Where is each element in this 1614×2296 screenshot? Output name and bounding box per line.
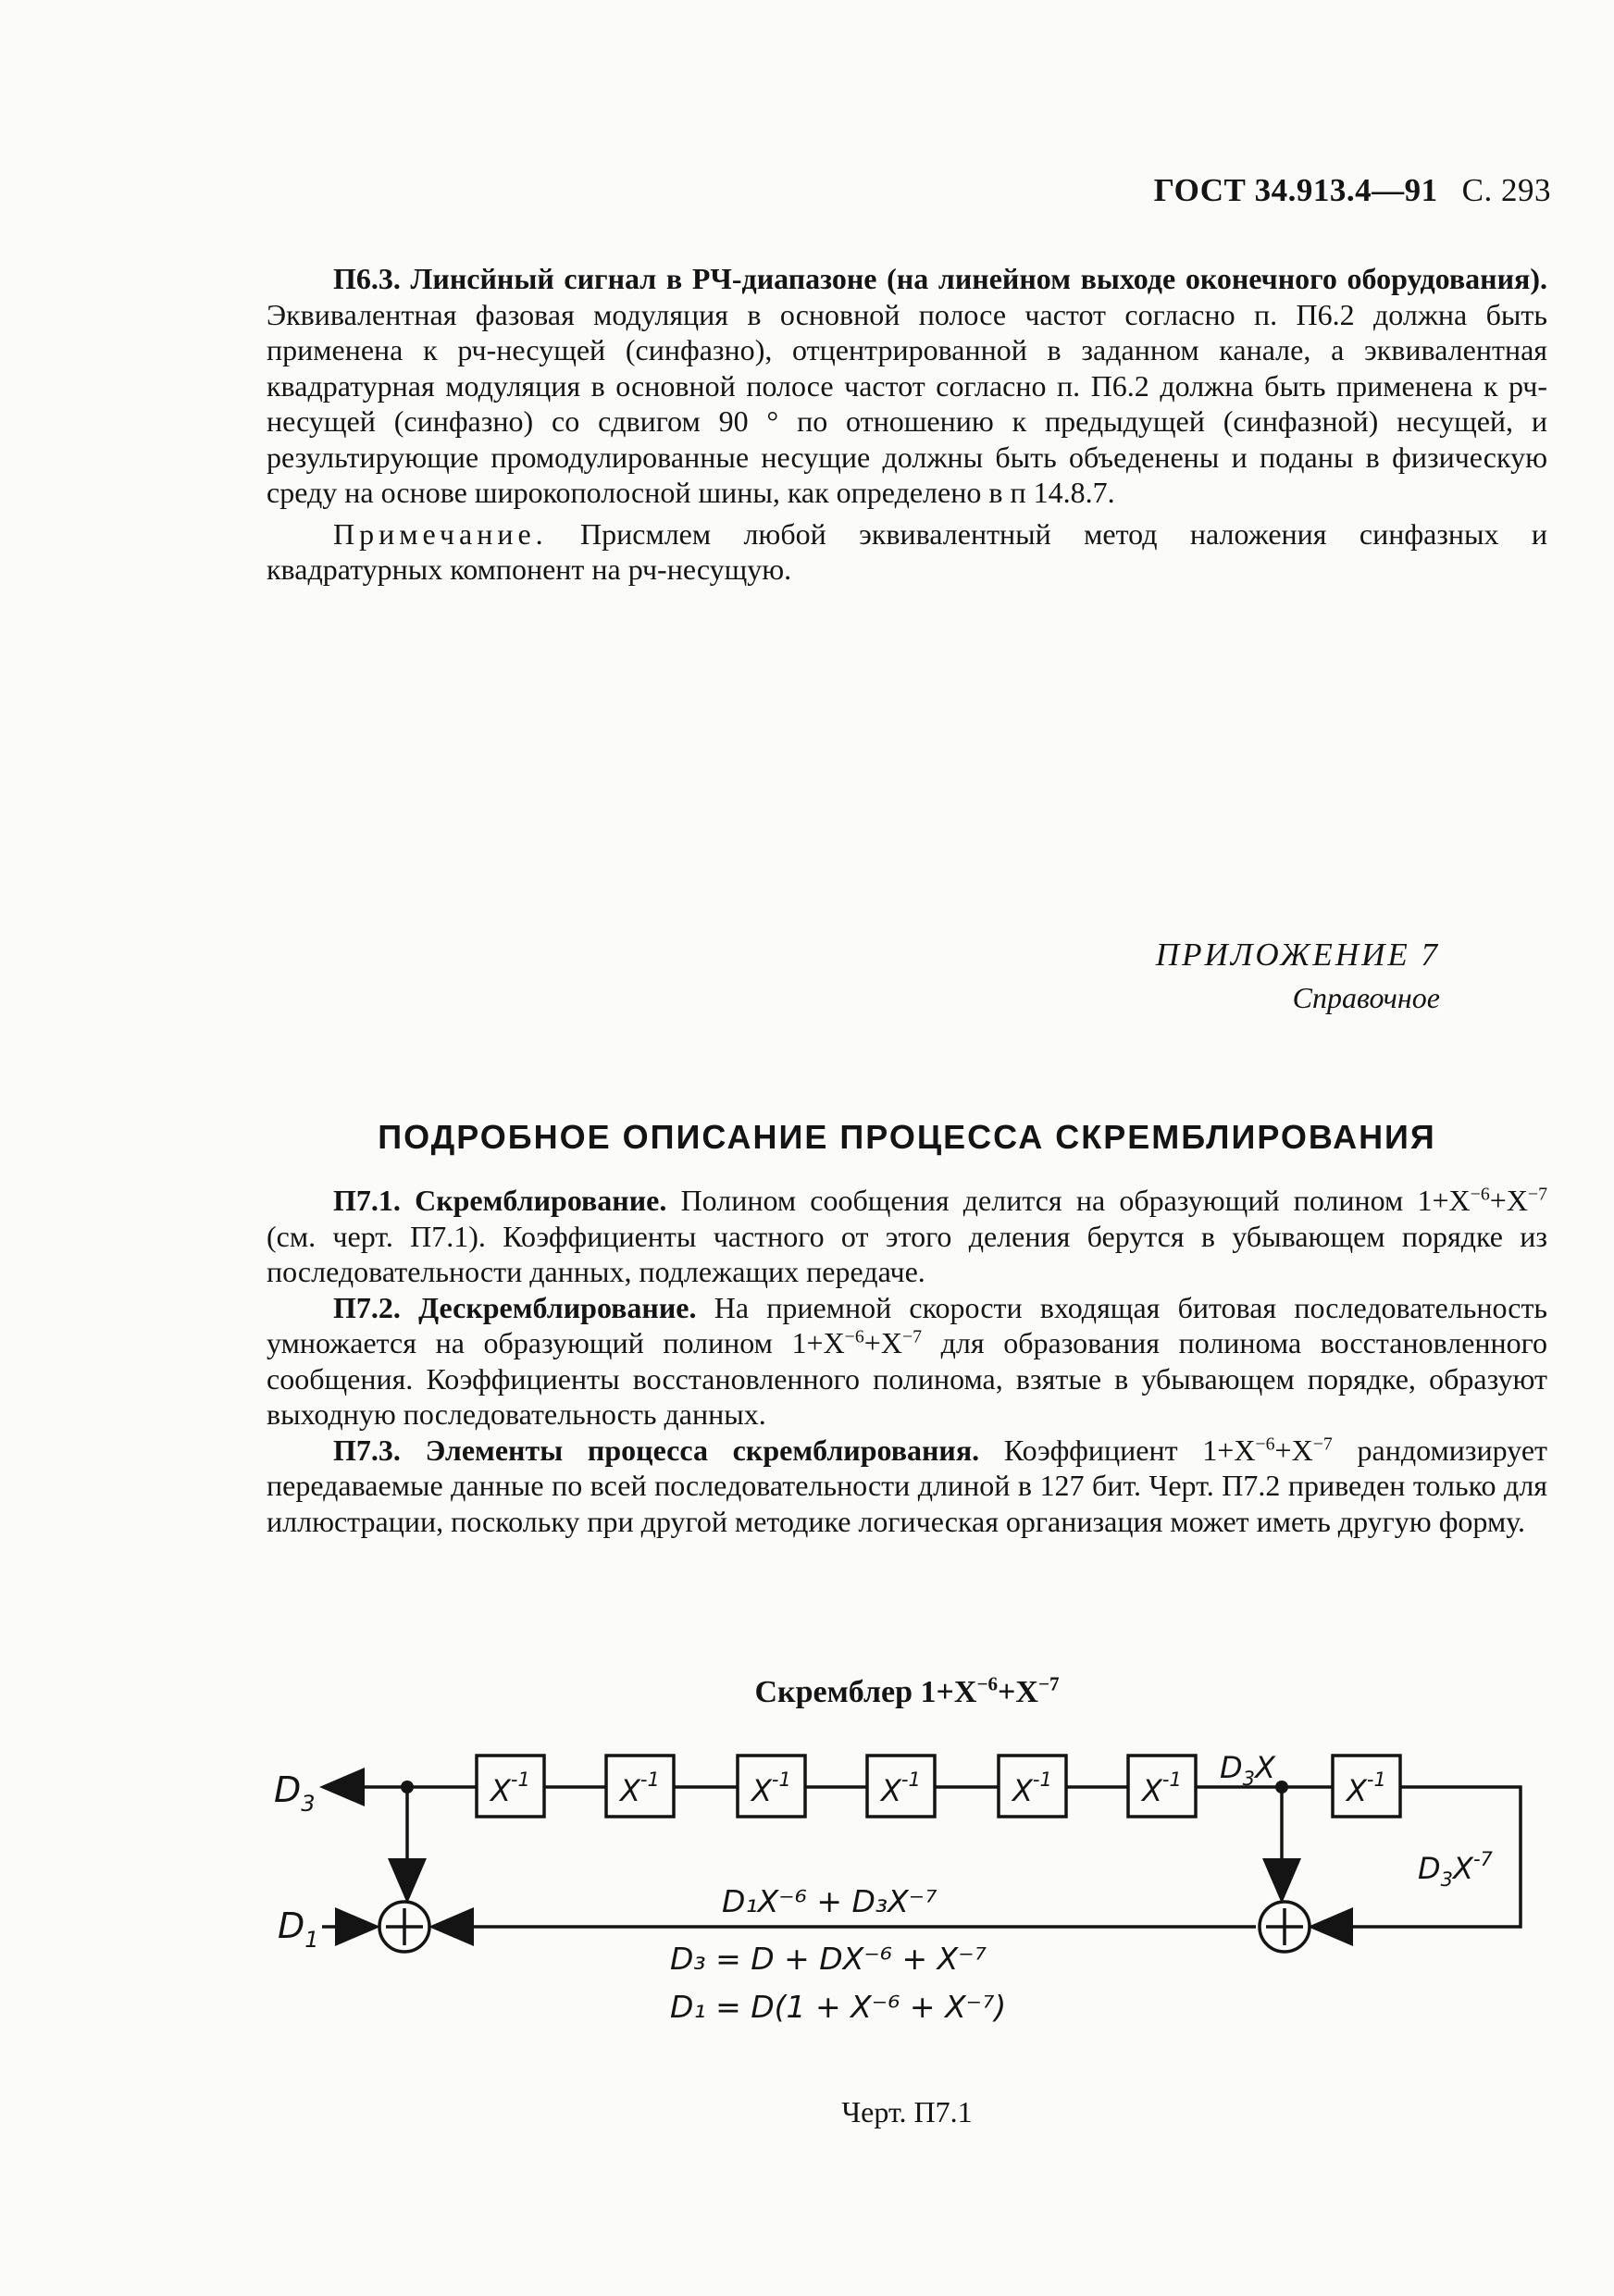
svg-text:X-1: $X^{-1}$ xyxy=(1347,1769,1386,1808)
svg-text:X-1: $X^{-1}$ xyxy=(1012,1769,1052,1808)
p7-2-text-b: +X xyxy=(863,1326,902,1359)
p7-3-text-c: рандомизирует передаваемые данные по всей последовательности длиной в 127 бит. Черт. П7.2 приведен только для иллюстрации, поскольку при другой методике логическая организация может иметь другую форму. xyxy=(267,1433,1548,1538)
p7-2-number: П7.2. xyxy=(333,1290,401,1324)
equation-feedback: D₁X⁻⁶ + D₃X⁻⁷ xyxy=(722,1883,937,1919)
caption-exp2: −7 xyxy=(1037,1672,1060,1695)
figure-label: Черт. П7.1 xyxy=(841,2095,973,2128)
p7-1-exp1: −6 xyxy=(1470,1184,1490,1205)
delay-element-1 xyxy=(477,1756,544,1817)
p7-3-number: П7.3. xyxy=(333,1433,401,1467)
adder-right xyxy=(1260,1902,1310,1952)
junction-dot-right xyxy=(1275,1781,1288,1793)
delay-element-7 xyxy=(1333,1756,1400,1817)
p7-3-heading: Элементы процесса скремблирования. xyxy=(425,1433,980,1467)
delay-element-4 xyxy=(867,1756,935,1817)
caption-exp1: −6 xyxy=(976,1672,999,1695)
svg-text:X-1: $X^{-1}$ xyxy=(881,1769,921,1808)
section-title: ПОДРОБНОЕ ОПИСАНИЕ ПРОЦЕССА СКРЕМБЛИРОВАНИЯ xyxy=(378,1118,1436,1156)
equation-d3: D₃ = D + DX⁻⁶ + X⁻⁷ xyxy=(670,1941,987,1977)
note-label: Примечание. xyxy=(333,516,548,551)
junction-dot-left xyxy=(401,1781,414,1793)
equation-d1: D₁ = D(1 + X⁻⁶ + X⁻⁷) xyxy=(670,1989,1007,2025)
caption-text-a: Скремблер 1+X xyxy=(754,1675,977,1709)
svg-text:X-1: $X^{-1}$ xyxy=(751,1769,791,1808)
adder-left xyxy=(379,1902,429,1952)
delay-element-5 xyxy=(999,1756,1066,1817)
standard-number: ГОСТ 34.913.4—91 xyxy=(1153,172,1438,208)
page-number: С. 293 xyxy=(1461,172,1551,208)
p7-1-text-a: Полином сообщения делится на образующий полином 1+X xyxy=(680,1184,1471,1217)
note-text: Присмлем любой эквивалентный метод наложения синфазных и квадратурных компонент на рч-несущую. xyxy=(267,516,1548,586)
p7-3-text-b: +X xyxy=(1274,1433,1313,1467)
svg-text:X-1: $X^{-1}$ xyxy=(620,1769,660,1808)
tail-label: $D_3X^{-7}$ xyxy=(1418,1848,1493,1891)
delay-element-6 xyxy=(1128,1756,1196,1817)
svg-text:X-1: $X^{-1}$ xyxy=(1142,1769,1182,1808)
output-label: $D_3$ xyxy=(274,1769,316,1817)
p7-3-text-a: Коэффициент 1+X xyxy=(1003,1433,1256,1467)
p7-1-number: П7.1. xyxy=(333,1184,401,1217)
p6-3-text: Эквивалентная фазовая модуляция в основной полосе частот согласно п. П6.2 должна быть применена к рч-несущей (синфазно), отцентрированной в заданном канале, а эквивалентная квадратурная модуляция в основной полосе частот согласно п. П6.2 должна быть применена к рч-несущей (синфазно) со сдвигом 90 ° по отношению к предыдущей (синфазной) несущей, и результирующие промодулированные несущие должны быть объеденены и поданы в физическую среду на основе широкополосной шины, как определено в п 14.8.7. xyxy=(267,297,1547,509)
tap-label: $D_3X$ xyxy=(1220,1750,1275,1790)
caption-text-b: +X xyxy=(998,1675,1038,1709)
appendix-subtitle: Справочное xyxy=(1292,981,1440,1014)
p7-2-exp2: −7 xyxy=(901,1326,923,1347)
p6-3-number: П6.3. xyxy=(333,262,401,295)
p7-2-exp1: −6 xyxy=(844,1326,864,1347)
p7-1-text-c: (см. черт. П7.1). Коэффициенты частного от этого деления берутся в убывающем порядке из последовательности данных, подлежащих передаче. xyxy=(267,1219,1547,1288)
delay-element-3 xyxy=(738,1756,805,1817)
p7-2-text-a: На приемной скорости входящая битовая последовательность умножается на образующий полином 1+X xyxy=(267,1290,1548,1359)
p7-1-text-b: +X xyxy=(1489,1184,1528,1217)
p6-3-heading: Линсйный сигнал в РЧ-диапазоне (на линейном выходе оконечного оборудования). xyxy=(410,262,1548,295)
p7-1-exp2: −7 xyxy=(1527,1184,1548,1205)
input-label: $D_1$ xyxy=(278,1905,319,1953)
p7-2-heading: Дескремблирование. xyxy=(418,1290,697,1324)
p7-1-heading: Скремблирование. xyxy=(415,1184,667,1217)
p7-3-exp2: −7 xyxy=(1312,1433,1333,1454)
p7-3-exp1: −6 xyxy=(1255,1433,1275,1454)
p7-2-text-c: для образования полинома восстановленного сообщения. Коэффициенты восстановленного полинома, взятые в убывающем порядке, образуют выходную последовательность данных. xyxy=(267,1326,1547,1431)
svg-text:X-1: $X^{-1}$ xyxy=(490,1769,530,1808)
appendix-title: ПРИЛОЖЕНИЕ 7 xyxy=(1155,937,1440,973)
delay-element-2 xyxy=(606,1756,674,1817)
